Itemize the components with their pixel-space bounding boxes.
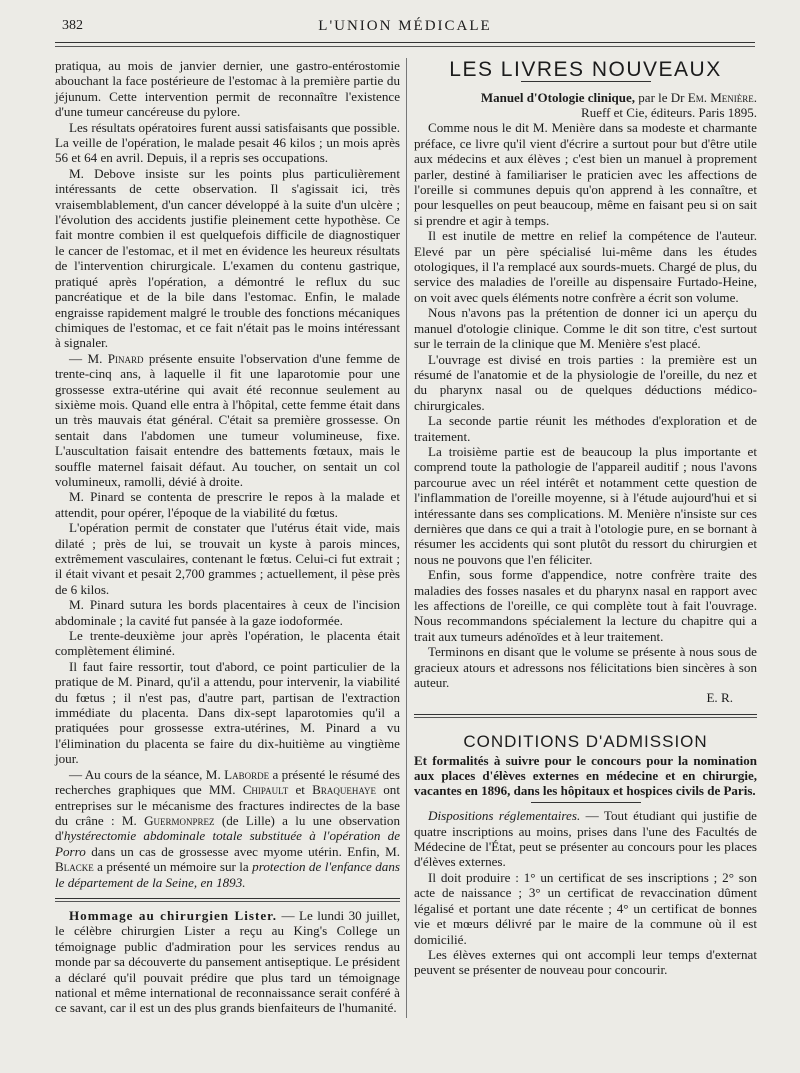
italic-text: protection de l'enfance dans le département de la Seine, en 1893. [55,859,400,890]
paragraph: Nous n'avons pas la prétention de donner ici un aperçu du manuel d'otologie clinique. Comme le dit son titre, c'est surtout sur le terrain de la clinique que M. Menière s'est placé. [414,305,757,352]
conditions-title: CONDITIONS D'ADMISSION [463,731,708,751]
section-rule-thin [414,717,757,718]
person-name: Braquehaye [312,782,377,798]
hommage-paragraph [55,908,400,1016]
paragraph: La troisième partie est de beaucoup la plus importante et comprend toute la pathologie de l'appareil auditif ; nous l'avons parcourue avec un réel intérêt et notamment cette question de l'inflammation de l'oreille moyenne, si à l'étude aujourd'hui et si intéressante dans ses complications. M. Menière n'insiste sur ces dernières que dans ce qui a trait à l'otologie pure, en se bornant à résumer les accidents qui sont plutôt du ressort du chirurgien et nous ne pouvons que l'en féliciter. [414,443,757,567]
column-divider [406,58,407,1018]
left-column [55,58,400,1016]
paragraph: M. Pinard sutura les bords placentaires à ceux de l'incision abdominale ; la cavité fut pansée à la gaze iodoformée. [55,597,400,628]
text-run: (de Lille) a lu une observation d' [55,812,400,844]
page-number: 382 [62,18,83,33]
paragraph: L'opération permit de constater que l'utérus était vide, mais dilaté ; près de lui, se trouvait un kyste à parois minces, extrêmement vasculaires, contenant le fœtus. Celui-ci fut extrait ; il était vivant et pesait 2,700 grammes ; actuellement, il pèse près de 6 kilos. [55,520,400,597]
page-header [50,14,760,40]
italic-text: hystérectomie abdominale totale substituée à l'opération de Porro [55,828,400,859]
text-run: ont entreprises sur le mécanisme des fractures indirectes de la base du crâne : M. [55,782,400,828]
paragraph: Les résultats opératoires furent aussi satisfaisants que possible. La veille de l'opération, le malade pesait 46 kilos ; un mois après 56 et 64 en avril. Depuis, il a repris ses occupations. [55,119,400,166]
paragraph: Enfin, sous forme d'appendice, notre confrère traite des maladies des fosses nasales et du pharynx nasal en rapport avec les affections de l'oreille, ce qui complète tout à fait l'ouvrage. Nous recommandons spécialement la lecture du chapitre qui a trait aux tumeurs adénoïdes et à leur traitement. [414,567,757,644]
book-citation [414,90,757,120]
paragraph: L'ouvrage est divisé en trois parties : la première est un résumé de l'anatomie et de la physiologie de l'oreille, du nez et du pharynx nasal ou de quelques déductions médico-chirurgicales. [414,351,757,413]
text-run: — M. [69,350,108,366]
section-rule [414,714,757,715]
book-author: Em. Menière. [687,90,757,106]
person-name: Chipault [242,782,289,798]
heading-rule [531,802,641,803]
section-title: LES LIVRES NOUVEAUX [449,58,722,81]
person-name: Blacke [55,859,94,875]
text-run: présente ensuite l'observation d'une femme de trente-cinq ans, à laquelle il fit une laparotomie pour une grossesse extra-utérine qui avait été reconnue seulement au sixième mois. Quand elle entra à l'hôpital, cette femme était dans un très mauvais état général. C'était sa première grossesse. On sentait dans l'abdomen une tumeur volumineuse, fixe. L'auscultation faisait entendre des battements fœtaux, mais le souffle maternel faisait défaut. Au toucher, on sentait un col volumineux, ramolli, dévié à droite. [55,350,400,489]
paragraph [414,808,757,870]
section-rule [55,898,400,899]
header-rule [55,42,755,43]
review-signature: E. R. [706,690,733,706]
right-column [414,58,757,978]
journal-title: L'UNION MÉDICALE [318,18,492,34]
paragraph-seance [55,767,400,890]
text-run: par le Dr [635,90,688,106]
paragraph: Il doit produire : 1° un certificat de ses inscriptions ; 2° son acte de naissance ; 3° un certificat de revaccination dûment légalisé et portant une date récente ; 4° un certificat de bonnes vie et mœurs délivré par le maire de la commune où il est domicilié. [414,869,757,947]
italic-text: Dispositions réglementaires. [428,808,581,824]
text-run: — Le lundi 30 juillet, le célèbre chirurgien Lister a reçu au King's College un témoignage public d'admiration pour les services rendus au monde par sa découverte du pansement antiseptique. Le président a déclaré qu'il pouvait prédire que plus tard un témoignage national et même international de reconnaissance serait conféré à ce savant, car il est un des plus grands bienfaiteurs de l'humanité. [55,907,400,1016]
text-run: et [288,782,313,798]
paragraph: M. Debove insiste sur les points plus particulièrement intéressants de cette observation. Il s'agissait ici, très vraisemblablement, d'un cancer développé à la suite d'un ulcère ; l'évolution des accidents justifie pleinement cette hypothèse. Ce fait montre combien il est quelquefois difficile de diagnostiquer le cancer de l'estomac, et il met en évidence les heureux résultats de l'intervention chirurgicale. L'examen du contenu gastrique, pratiqué après l'opération, a démontré le reflux du suc pancréatique et de la bile dans l'estomac. Enfin, le malade engraisse rapidement malgré le trouble des fonctions mécaniques chimiques de l'estomac, et ce fait n'était pas le moins intéressant à signaler. [55,165,400,351]
signature-line [414,690,757,705]
paragraph: Comme nous le dit M. Menière dans sa modeste et charmante préface, ce livre qu'il vient d'écrire a surtout pour but d'être utile aux médecins et aux élèves ; c'est bien un manuel à proprement parler, destiné à familiariser le praticien avec les affections de l'oreille si communes depuis qu'on apprend à les connaître, et pour lesquelles on peut beaucoup, même en faisant peu si on sait si prendre et agir à temps. [414,120,757,228]
book-title: Manuel d'Otologie clinique, [480,90,636,106]
paragraph: Les élèves externes qui ont accompli leur temps d'externat peuvent se présenter de nouveau pour concourir. [414,946,757,978]
person-name: Laborde [224,766,270,782]
person-name: Guermonprez [144,812,215,828]
paragraph: Terminons en disant que le volume se présente à nous sous de gracieux atours et adressons nos félicitations bien sincères à son auteur. [414,644,757,691]
paragraph: Il est inutile de mettre en relief la compétence de l'auteur. Elevé par un père spécialisé lui-même dans les études otologiques, il l'a remplacé aux sourds-muets. Chargé de plus, du service des maladies de l'oreille au dispensaire Furtado-Heine, on voit avec quels éléments notre confrère a écrit son volume. [414,228,757,305]
section-rule-thin [55,901,400,902]
book-publisher: Rueff et Cie, éditeurs. Paris 1895. [581,105,757,121]
conditions-heading: Et formalités à suivre pour le concours pour la nomination aux places d'élèves externes en médecine et en chirurgie, vacantes en 1896, dans les hôpitaux et hospices civils de Paris. [414,753,757,799]
paragraph: M. Pinard se contenta de prescrire le repos à la malade et attendit, pour opérer, l'époque de la viabilité du fœtus. [55,489,400,520]
title-rule [521,81,651,82]
text-run: — Au cours de la séance, M. [69,766,225,782]
person-name: Pinard [107,350,144,366]
paragraph: pratiqua, au mois de janvier dernier, une gastro-entérostomie abouchant la face postérieure de l'estomac à la première partie du jéjunum. Cette intervention permit de reconnaître l'existence d'une tumeur cancéreuse du pylore. [55,58,400,120]
paragraph-pinard [55,351,400,490]
text-run: dans un cas de grossesse avec myome utérin. Enfin, M. [85,843,400,859]
paragraph: La seconde partie réunit les méthodes d'exploration et de traitement. [414,413,757,444]
paragraph: Le trente-deuxième jour après l'opération, le placenta était complètement éliminé. [55,628,400,659]
hommage-title: Hommage au chirurgien Lister. [69,907,278,923]
text-run: a présenté le résumé des recherches graphiques que MM. [55,766,400,798]
text-run: a présenté un mémoire sur la [93,859,253,875]
text-run: — Tout étudiant qui justifie de quatre inscriptions au moins, prises dans l'une des Facultés de Médecine de l'État, peut se présenter au concours pour les places d'élèves externes. [414,808,757,870]
header-rule-thin [55,46,755,47]
paragraph: Il faut faire ressortir, tout d'abord, ce point particulier de la pratique de M. Pinard, qu'il a attendu, pour intervenir, la viabilité du fœtus ; il n'est pas, d'autre part, partisan de l'extraction immédiate du placenta. Dans dix-sept laparotomies qu'il a pratiquées pour grossesse extra-utérines, M. Pinard a vu l'élimination du placenta se faire du dix-huitième au vingtième jour. [55,658,400,767]
